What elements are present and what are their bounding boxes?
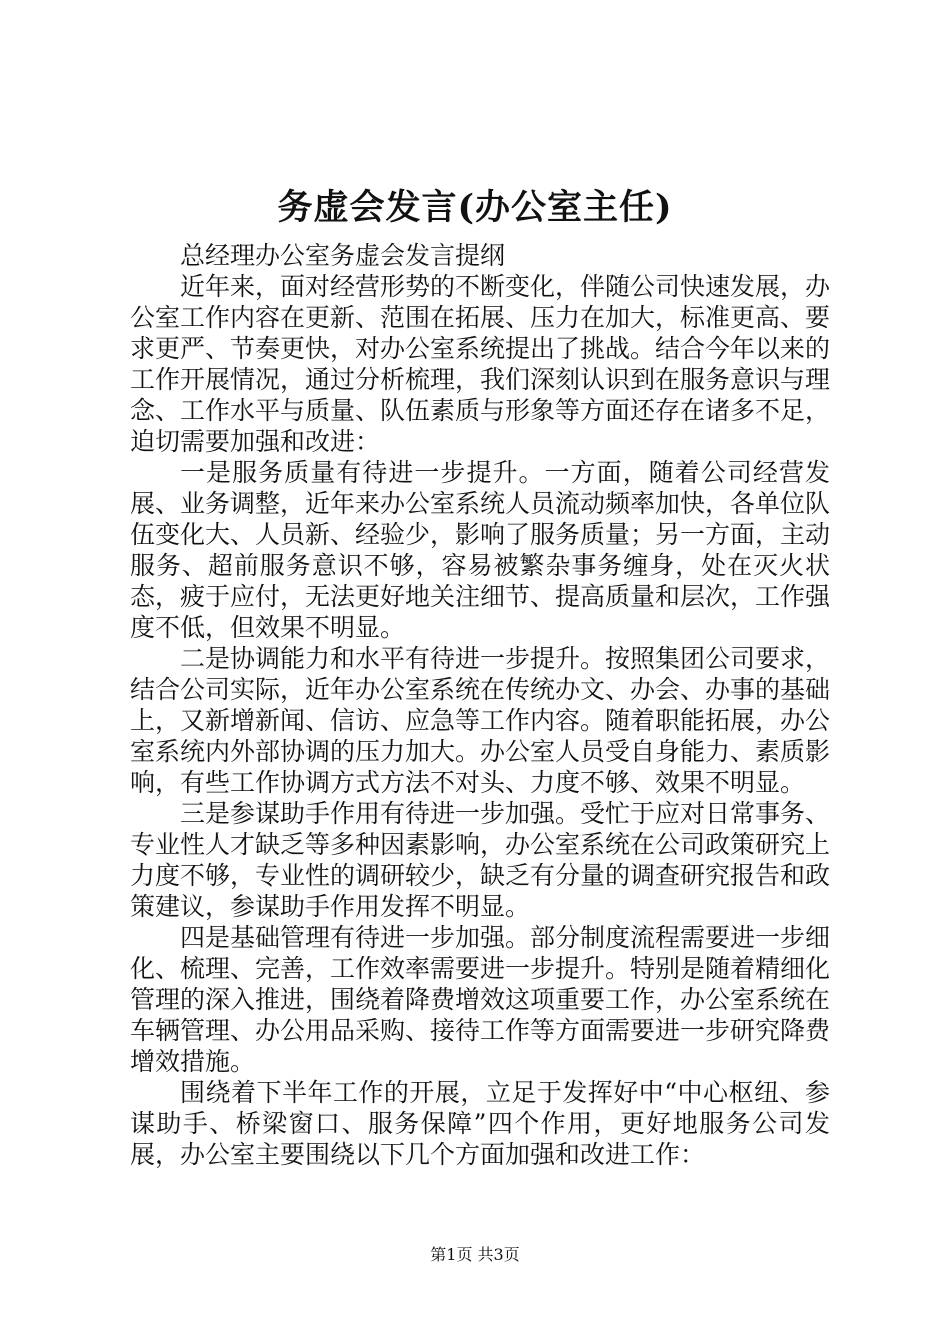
point-three-paragraph: 三是参谋助手作用有待进一步加强。受忙于应对日常事务、专业性人才缺乏等多种因素影响，办公室系统在公司政策研究上力度不够，专业性的调研较少，缺乏有分量的调查研究报告和政策建议，参谋助手作用发挥不明显。	[130, 799, 831, 921]
subtitle-paragraph: 总经理办公室务虚会发言提纲	[180, 241, 506, 270]
closing-paragraph: 围绕着下半年工作的开展，立足于发挥好中“中心枢纽、参谋助手、桥梁窗口、服务保障”四个作用，更好地服务公司发展，办公室主要围绕以下几个方面加强和改进工作：	[130, 1078, 830, 1169]
point-two-paragraph: 二是协调能力和水平有待进一步提升。按照集团公司要求，结合公司实际，近年办公室系统在传统办文、办会、办事的基础上，又新增新闻、信访、应急等工作内容。随着职能拓展，办公室系统内外部协调的压力加大。办公室人员受自身能力、素质影响，有些工作协调方式方法不对头、力度不够、效果不明显。	[130, 644, 831, 797]
document-title: 务虚会发言(办公室主任)	[277, 187, 673, 228]
page-number-footer: 第1页 共3页	[430, 1245, 520, 1264]
intro-paragraph: 近年来，面对经营形势的不断变化，伴随公司快速发展，办公室工作内容在更新、范围在拓展、压力在加大，标准更高、要求更严、节奏更快，对办公室系统提出了挑战。结合今年以来的工作开展情况，通过分析梳理，我们深刻认识到在服务意识与理念、工作水平与质量、队伍素质与形象等方面还存在诸多不足，迫切需要加强和改进：	[130, 272, 831, 456]
point-four-paragraph: 四是基础管理有待进一步加强。部分制度流程需要进一步细化、梳理、完善，工作效率需要进一步提升。特别是随着精细化管理的深入推进，围绕着降费增效这项重要工作，办公室系统在车辆管理、办公用品采购、接待工作等方面需要进一步研究降费增效措施。	[130, 923, 831, 1076]
point-one-paragraph: 一是服务质量有待进一步提升。一方面，随着公司经营发展、业务调整，近年来办公室系统人员流动频率加快，各单位队伍变化大、人员新、经验少，影响了服务质量；另一方面，主动服务、超前服务意识不够，容易被繁杂事务缠身，处在灭火状态，疲于应付，无法更好地关注细节、提高质量和层次，工作强度不低，但效果不明显。	[130, 458, 831, 642]
document-body	[130, 240, 830, 1170]
